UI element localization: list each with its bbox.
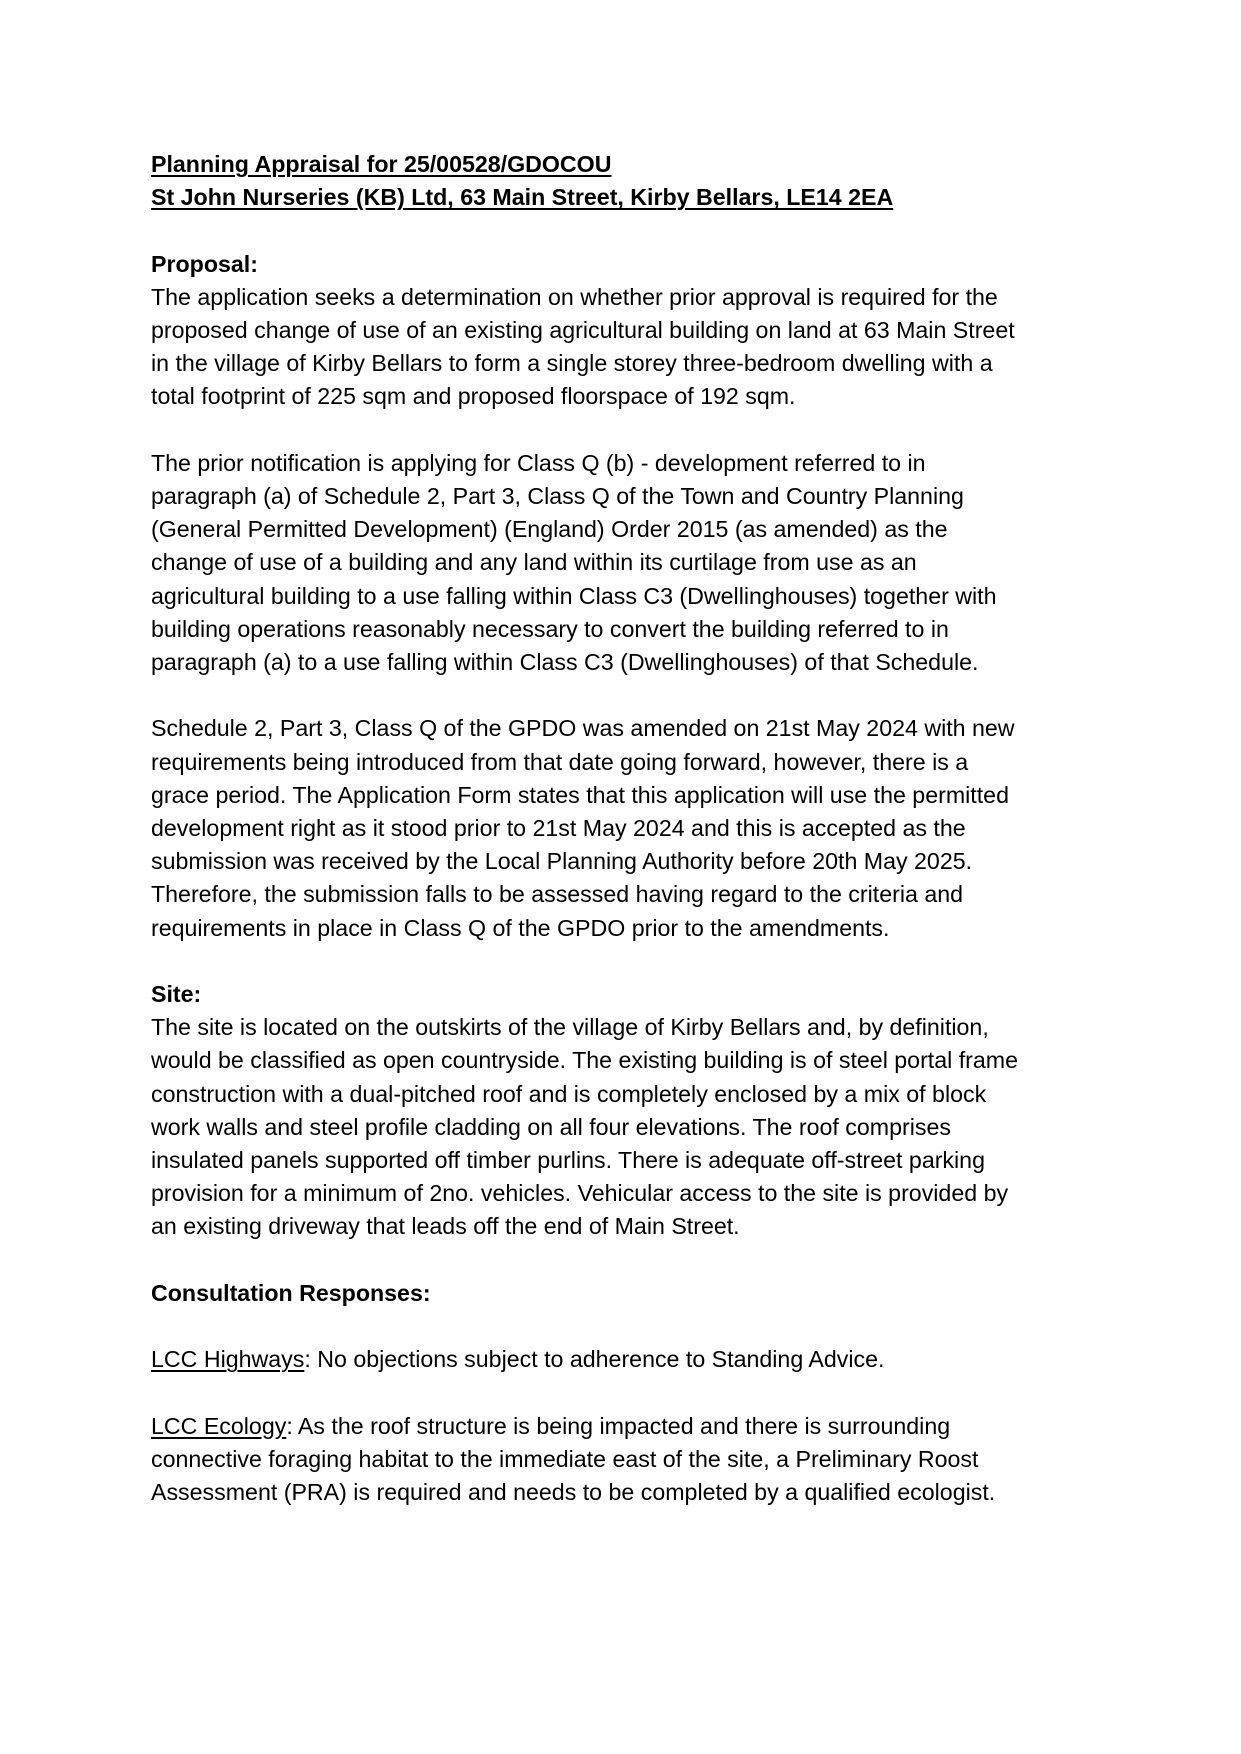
text-line: The application seeks a determination on whether prior approval is required for the	[151, 283, 998, 310]
text-line: The site is located on the outskirts of the village of Kirby Bellars and, by definition,	[151, 1014, 989, 1041]
text-line: total footprint of 225 sqm and proposed floorspace of 192 sqm.	[151, 383, 796, 410]
highways-text: : No objections subject to adherence to Standing Advice.	[304, 1346, 885, 1373]
ecology-label: LCC Ecology	[151, 1412, 287, 1439]
proposal-paragraph-3	[151, 712, 1111, 944]
site-paragraph	[151, 1011, 1111, 1243]
text-line: requirements being introduced from that date going forward, however, there is a	[151, 748, 969, 775]
text-line: paragraph (a) of Schedule 2, Part 3, Class Q of the Town and Country Planning	[151, 483, 964, 509]
text-line: work walls and steel profile cladding on all four elevations. The roof comprises	[151, 1113, 951, 1140]
document-title: Planning Appraisal for 25/00528/GDOCOU	[151, 151, 612, 177]
text-line: change of use of a building and any land within its curtilage from use as an	[151, 549, 917, 576]
ecology-text: : As the roof structure is being impacted and there is surrounding	[286, 1412, 951, 1439]
text-line: Therefore, the submission falls to be assessed having regard to the criteria and	[151, 881, 964, 908]
text-line: development right as it stood prior to 21st May 2024 and this is accepted as the	[151, 815, 966, 842]
text-line: The prior notification is applying for Class Q (b) - development referred to in	[151, 449, 926, 476]
spacer	[151, 1310, 1111, 1343]
text-line: Schedule 2, Part 3, Class Q of the GPDO was amended on 21st May 2024 with new	[151, 715, 1015, 742]
text-line: building operations reasonably necessary to convert the building referred to in	[151, 615, 949, 642]
text-line: requirements in place in Class Q of the GPDO prior to the amendments.	[151, 914, 890, 941]
text-line: provision for a minimum of 2no. vehicles. Vehicular access to the site is provided by	[151, 1180, 1009, 1207]
ecology-response	[151, 1410, 1111, 1510]
spacer	[151, 214, 1111, 247]
highways-response	[151, 1343, 1111, 1376]
spacer	[151, 1376, 1111, 1409]
text-line	[151, 1410, 1111, 1443]
document-page	[151, 148, 1111, 1509]
text-line: insulated panels supported off timber purlins. There is adequate off-street parking	[151, 1147, 985, 1174]
highways-label: LCC Highways	[151, 1346, 305, 1373]
text-line: proposed change of use of an existing agricultural building on land at 63 Main Street	[151, 317, 1015, 343]
text-line: would be classified as open countryside. The existing building is of steel portal frame	[151, 1047, 1019, 1074]
spacer	[151, 1244, 1111, 1277]
spacer	[151, 945, 1111, 978]
text-line: Assessment (PRA) is required and needs to be completed by a qualified ecologist.	[151, 1479, 996, 1506]
text-line: (General Permitted Development) (England) Order 2015 (as amended) as the	[151, 516, 948, 543]
text-line: grace period. The Application Form states that this application will use the permitted	[151, 781, 1009, 808]
text-line: submission was received by the Local Planning Authority before 20th May 2025.	[151, 848, 973, 875]
text-line: construction with a dual-pitched roof and is completely enclosed by a mix of block	[151, 1080, 987, 1107]
site-address-title: St John Nurseries (KB) Ltd, 63 Main Street, Kirby Bellars, LE14 2EA	[151, 184, 894, 211]
proposal-paragraph-1	[151, 281, 1111, 414]
text-line: agricultural building to a use falling within Class C3 (Dwellinghouses) together with	[151, 582, 997, 609]
text-line: in the village of Kirby Bellars to form a single storey three-bedroom dwelling with a	[151, 350, 993, 377]
site-heading: Site:	[151, 981, 202, 1008]
proposal-heading: Proposal:	[151, 250, 258, 277]
consultation-heading: Consultation Responses:	[151, 1279, 431, 1306]
text-line: paragraph (a) to a use falling within Class C3 (Dwellinghouses) of that Schedule.	[151, 649, 979, 676]
spacer	[151, 414, 1111, 447]
text-line: an existing driveway that leads off the end of Main Street.	[151, 1213, 740, 1240]
text-line: connective foraging habitat to the immediate east of the site, a Preliminary Roost	[151, 1445, 979, 1472]
proposal-paragraph-2	[151, 447, 1111, 679]
spacer	[151, 679, 1111, 712]
